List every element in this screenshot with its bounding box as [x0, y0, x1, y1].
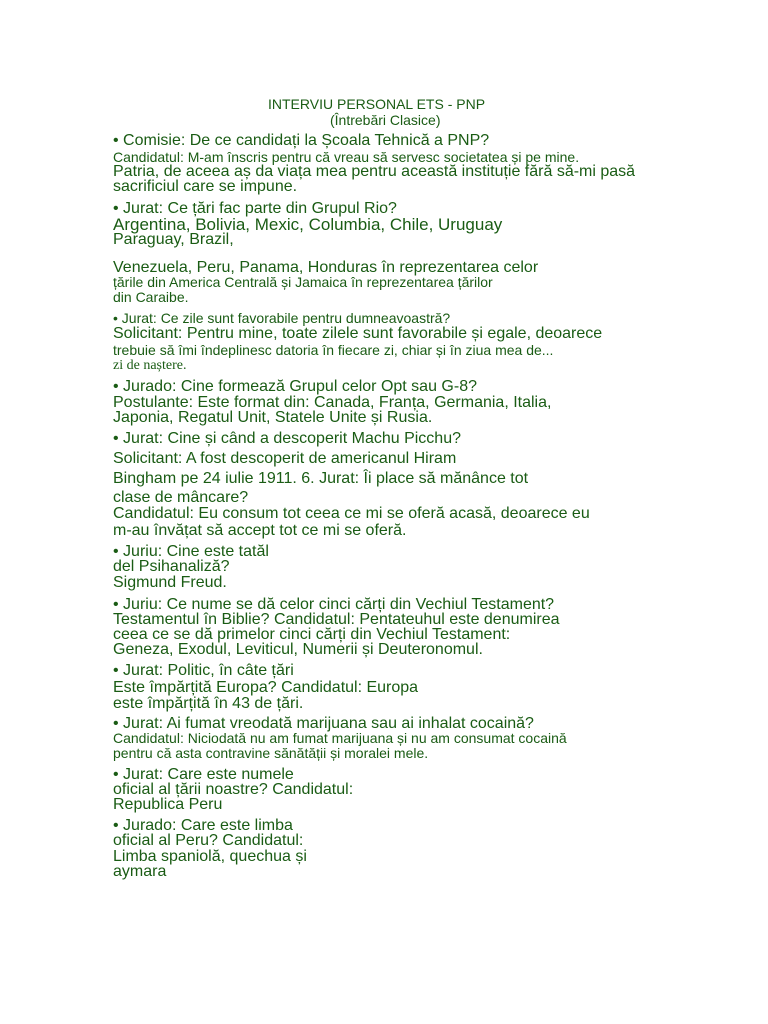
question-line: • Jurat: Ce țări fac parte din Grupul Rio?	[113, 200, 397, 217]
question-line: oficial al Peru? Candidatul:	[113, 832, 304, 849]
question-line: • Jurat: Ai fumat vreodată marijuana sau ai inhalat cocaină?	[113, 715, 534, 732]
answer-line: Republica Peru	[113, 796, 223, 813]
document-title: INTERVIU PERSONAL ETS - PNP	[268, 96, 486, 112]
answer-line: Este împărțită Europa? Candidatul: Europa	[113, 679, 419, 696]
answer-line: Candidatul: Eu consum tot ceea ce mi se oferă acasă, deoarece eu	[113, 505, 590, 522]
answer-line: Geneza, Exodul, Leviticul, Numerii și Deuteronomul.	[113, 641, 483, 658]
question-line: clase de mâncare?	[113, 489, 249, 506]
answer-line: Postulante: Este format din: Canada, Franța, Germania, Italia,	[113, 394, 552, 411]
answer-line: Paraguay, Brazil,	[113, 231, 234, 248]
answer-line: Solicitant: Pentru mine, toate zilele sunt favorabile și egale, deoarece	[113, 325, 603, 342]
question-line: del Psihanaliză?	[113, 558, 230, 575]
answer-line: pentru că asta contravine sănătății și moralei mele.	[113, 745, 429, 761]
answer-line: aymara	[113, 863, 167, 880]
question-line: • Jurat: Politic, în câte țări	[113, 662, 294, 679]
answer-line: ceea ce se dă primelor cinci cărți din Vechiul Testament:	[113, 626, 511, 643]
answer-line: Bingham pe 24 iulie 1911. 6. Jurat: Îi place să mănânce tot	[113, 470, 529, 487]
question-line: oficial al țării noastre? Candidatul:	[113, 781, 354, 798]
question-line: • Juriu: Cine este tatăl	[113, 543, 269, 560]
question-line: • Juriu: Ce nume se dă celor cinci cărți din Vechiul Testament?	[113, 596, 555, 613]
question-line: • Comisie: De ce candidați la Școala Tehnică a PNP?	[113, 132, 490, 149]
answer-line: Venezuela, Peru, Panama, Honduras în reprezentarea celor	[113, 259, 539, 276]
answer-line: Sigmund Freud.	[113, 574, 227, 591]
answer-line: Testamentul în Biblie? Candidatul: Pentateuhul este denumirea	[113, 611, 560, 628]
answer-line: din Caraibe.	[113, 289, 189, 305]
answer-line: țările din America Centrală și Jamaica în reprezentarea țărilor	[113, 274, 493, 290]
answer-line: Candidatul: M-am înscris pentru că vreau să servesc societatea și pe mine.	[113, 149, 580, 165]
question-line: • Jurat: Ce zile sunt favorabile pentru dumneavoastră?	[113, 310, 451, 326]
answer-line: Japonia, Regatul Unit, Statele Unite și Rusia.	[113, 409, 433, 426]
answer-line: zi de naștere.	[113, 358, 187, 373]
answer-line: Solicitant: A fost descoperit de americanul Hiram	[113, 450, 457, 467]
answer-line: Patria, de aceea aș da viața mea pentru această instituție fără să-mi pasă	[113, 163, 636, 180]
document-subtitle: (Întrebări Clasice)	[330, 112, 441, 128]
answer-line: sacrificiul care se impune.	[113, 178, 298, 195]
question-line: • Jurado: Cine formează Grupul celor Opt sau G-8?	[113, 378, 477, 395]
answer-line: Candidatul: Niciodată nu am fumat marijuana și nu am consumat cocaină	[113, 730, 567, 746]
answer-line: Limba spaniolă, quechua și	[113, 848, 307, 865]
question-line: • Jurado: Care este limba	[113, 817, 293, 834]
answer-line: m-au învățat să accept tot ce mi se oferă.	[113, 522, 407, 539]
question-line: • Jurat: Care este numele	[113, 766, 294, 783]
question-line: • Jurat: Cine și când a descoperit Machu Picchu?	[113, 430, 461, 447]
answer-line: trebuie să îmi îndeplinesc datoria în fiecare zi, chiar și în ziua mea de...	[113, 342, 554, 358]
answer-line: este împărțită în 43 de țări.	[113, 695, 304, 712]
answer-line: Argentina, Bolivia, Mexic, Columbia, Chile, Uruguay	[113, 215, 503, 234]
